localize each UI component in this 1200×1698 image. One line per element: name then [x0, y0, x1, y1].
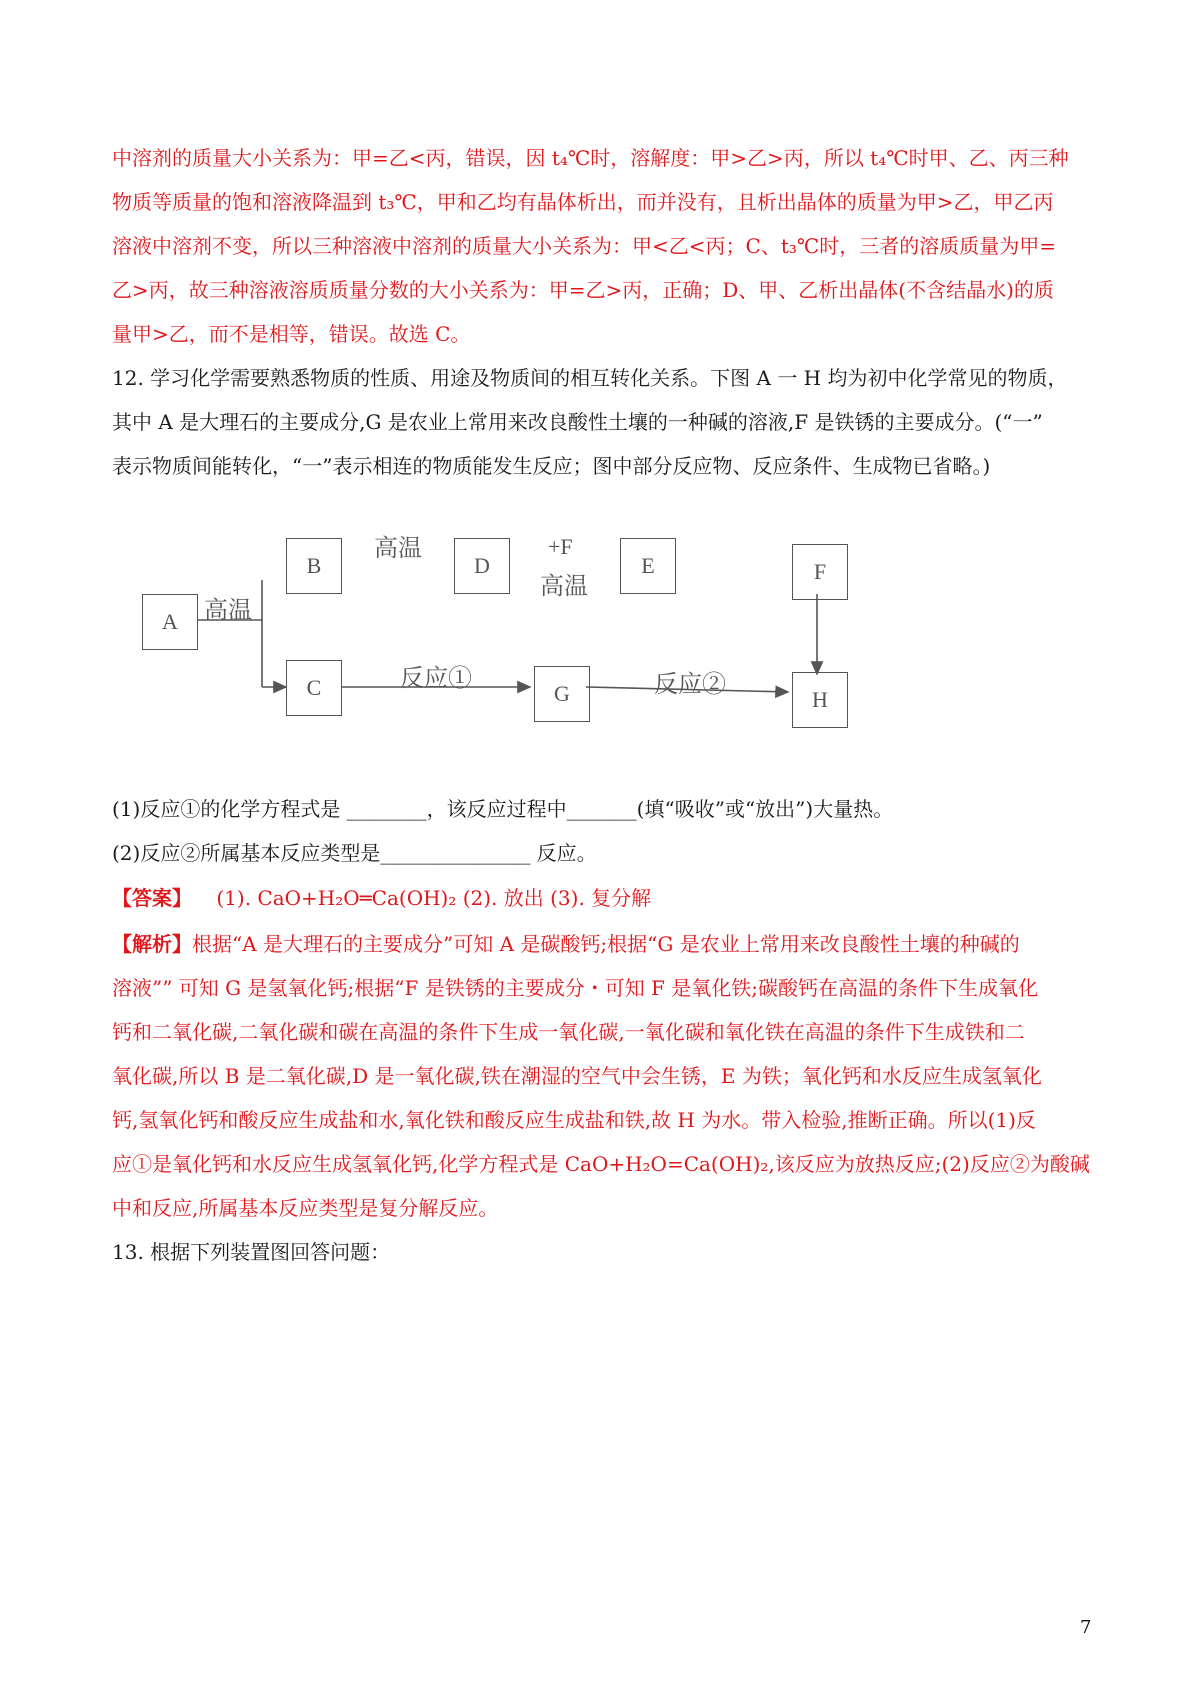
box-h: H: [792, 672, 848, 728]
box-g: G: [534, 666, 590, 722]
label-reaction-2: 反应②: [654, 672, 726, 698]
analysis-first-text: 根据“A 是大理石的主要成分”可知 A 是碳酸钙;根据“G 是农业上常用来改良酸性土壤的种碱的: [192, 932, 1020, 956]
answer-tag: 【答案】: [112, 886, 192, 910]
label-a-heat: 高温: [204, 598, 252, 624]
answer-line: [112, 886, 651, 910]
page-number: 7: [1080, 1617, 1092, 1638]
analysis-prev-line-1: 中溶剂的质量大小关系为：甲=乙<丙，错误，因 t₄℃时，溶解度：甲>乙>丙，所以 t₄℃时甲、乙、丙三种: [112, 146, 1069, 170]
box-a: A: [142, 594, 198, 650]
analysis-line-2: 溶液”” 可知 G 是氢氧化钙;根据“F 是铁锈的主要成分・可知 F 是氧化铁;碳酸钙在高温的条件下生成氧化: [112, 976, 1039, 1000]
box-c: C: [286, 660, 342, 716]
question-12-sub-1: (1)反应①的化学方程式是 ________，该反应过程中_______(填“吸收”或“放出”)大量热。: [112, 797, 894, 821]
analysis-line-1: [112, 932, 1020, 956]
analysis-prev-line-2: 物质等质量的饱和溶液降温到 t₃℃，甲和乙均有晶体析出，而并没有，且析出晶体的质量为甲>乙，甲乙丙: [112, 190, 1054, 214]
answer-text: (1). CaO+H₂O═Ca(OH)₂ (2). 放出 (3). 复分解: [216, 886, 652, 910]
analysis-line-7: 中和反应,所属基本反应类型是复分解反应。: [112, 1196, 499, 1220]
question-12-sub-2: (2)反应②所属基本反应类型是_______________ 反应。: [112, 841, 597, 865]
analysis-line-3: 钙和二氧化碳,二氧化碳和碳在高温的条件下生成一氧化碳,一氧化碳和氧化铁在高温的条件下生成铁和二: [112, 1020, 1025, 1044]
conversion-flow-diagram: [150, 580, 870, 800]
box-d: D: [454, 538, 510, 594]
box-b: B: [286, 538, 342, 594]
analysis-line-6: 应①是氧化钙和水反应生成氢氧化钙,化学方程式是 CaO+H₂O=Ca(OH)₂,该反应为放热反应;(2)反应②为酸碱: [112, 1152, 1090, 1176]
label-d-e-heat: 高温: [540, 574, 588, 600]
label-b-d-heat: 高温: [374, 536, 422, 562]
analysis-prev-line-3: 溶液中溶剂不变，所以三种溶液中溶剂的质量大小关系为：甲<乙<丙；C、t₃℃时，三者的溶质质量为甲=: [112, 234, 1057, 258]
question-13: 13. 根据下列装置图回答问题：: [112, 1240, 391, 1264]
analysis-prev-line-5: 量甲>乙，而不是相等，错误。故选 C。: [112, 322, 471, 346]
analysis-line-4: 氧化碳,所以 B 是二氧化碳,D 是一氧化碳,铁在潮湿的空气中会生锈，E 为铁；氧化钙和水反应生成氢氧化: [112, 1064, 1042, 1088]
label-d-e-plus-f: +F: [548, 534, 573, 559]
analysis-line-5: 钙,氢氧化钙和酸反应生成盐和水,氧化铁和酸反应生成盐和铁,故 H 为水。带入检验,推断正确。所以(1)反: [112, 1108, 1036, 1132]
box-f: F: [792, 544, 848, 600]
question-12-line-2: 其中 A 是大理石的主要成分,G 是农业上常用来改良酸性土壤的一种碱的溶液,F 是铁锈的主要成分。(“一”: [112, 410, 1043, 434]
question-12-line-3: 表示物质间能转化，“一”表示相连的物质能发生反应；图中部分反应物、反应条件、生成物已省略。): [112, 454, 991, 478]
analysis-tag: 【解析】: [112, 932, 192, 956]
analysis-prev-line-4: 乙>丙，故三种溶液溶质质量分数的大小关系为：甲=乙>丙，正确；D、甲、乙析出晶体(不含结晶水)的质: [112, 278, 1054, 302]
question-12-line-1: 12. 学习化学需要熟悉物质的性质、用途及物质间的相互转化关系。下图 A 一 H 均为初中化学常见的物质，: [112, 366, 1068, 390]
arrow-g-to-h: [586, 687, 788, 692]
label-reaction-1: 反应①: [400, 666, 472, 692]
box-e: E: [620, 538, 676, 594]
